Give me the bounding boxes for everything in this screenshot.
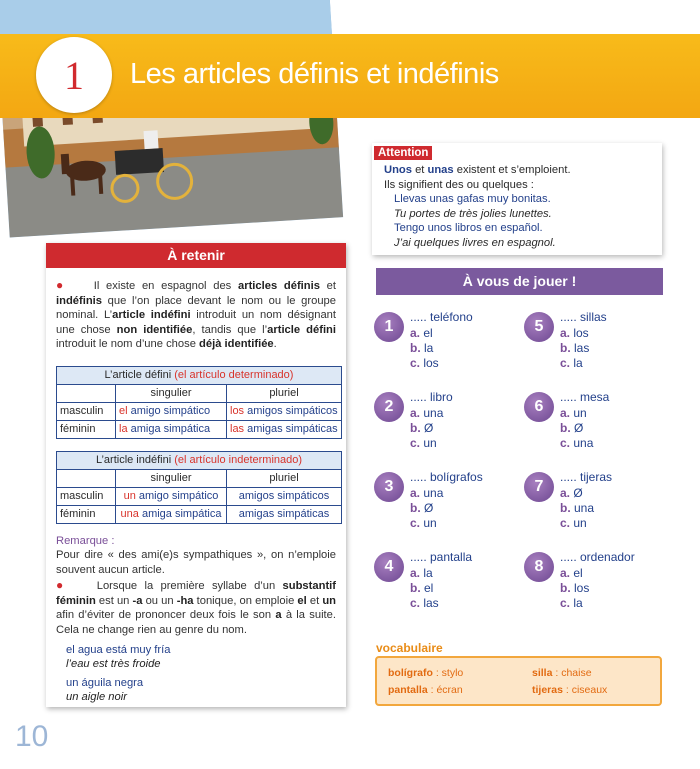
option-letter: a. bbox=[560, 326, 574, 340]
exercise-option[interactable] bbox=[560, 581, 589, 595]
option-value: un bbox=[573, 406, 587, 420]
exercise-option[interactable] bbox=[560, 566, 583, 580]
exercise-option[interactable] bbox=[410, 501, 433, 515]
example-fr: l’eau est très froide bbox=[66, 658, 161, 670]
text-run: afin d’éviter de prononcer deux fois le son bbox=[56, 609, 276, 621]
text-run: , tandis que l’ bbox=[192, 323, 268, 336]
exercise-option[interactable] bbox=[410, 406, 443, 420]
bold-term: articles définis bbox=[238, 280, 320, 292]
exercise-item bbox=[524, 312, 664, 376]
exercise-item bbox=[374, 312, 514, 376]
attention-example-es: Llevas unas gafas muy bonitas. bbox=[394, 193, 551, 205]
remarque-text: Pour dire « des ami(e)s sympathiques », on n’emploie souvent aucun article. bbox=[56, 549, 336, 576]
exercise-option[interactable] bbox=[560, 501, 594, 515]
option-value: Ø bbox=[424, 421, 434, 435]
attention-example-es: Tengo unos libros en español. bbox=[394, 222, 543, 234]
exercise-item bbox=[524, 552, 664, 616]
exercise-number: 1 bbox=[374, 312, 404, 342]
exercise-option[interactable] bbox=[410, 436, 437, 450]
exercise-option[interactable] bbox=[410, 356, 439, 370]
option-value: la bbox=[423, 566, 433, 580]
option-letter: b. bbox=[410, 421, 424, 435]
option-letter: c. bbox=[410, 596, 424, 610]
exercise-item bbox=[374, 552, 514, 616]
option-value: una bbox=[574, 501, 595, 515]
attention-example-fr: Tu portes de très jolies lunettes. bbox=[394, 207, 552, 220]
text-run: et bbox=[319, 280, 336, 292]
option-value: una bbox=[423, 486, 444, 500]
bold-term: article indéfini bbox=[112, 309, 191, 321]
option-value: la bbox=[424, 341, 434, 355]
exercise-number: 2 bbox=[374, 392, 404, 422]
exercise-number: 7 bbox=[524, 472, 554, 502]
vocab-item: bolígrafo : stylo bbox=[388, 667, 464, 679]
attention-line-1: Unos et unas existent et s’emploient. bbox=[384, 164, 571, 176]
attention-box bbox=[372, 143, 662, 255]
bold-term: a bbox=[275, 609, 282, 621]
exercise-item bbox=[524, 392, 664, 456]
option-value: el bbox=[423, 326, 433, 340]
option-value: los bbox=[423, 356, 439, 370]
bold-term: déjà identifiée bbox=[199, 338, 274, 350]
example-es: un águila negra bbox=[66, 677, 144, 689]
vocab-item: pantalla : écran bbox=[388, 684, 463, 696]
option-letter: a. bbox=[410, 326, 424, 340]
attention-example-fr: J’ai quelques livres en espagnol. bbox=[394, 236, 556, 249]
attention-label: Attention bbox=[374, 146, 432, 160]
option-letter: a. bbox=[410, 486, 424, 500]
exercise-option[interactable] bbox=[560, 486, 583, 500]
option-letter: a. bbox=[410, 566, 424, 580]
exercise-word: ..... tijeras bbox=[560, 470, 613, 484]
exercise-number: 5 bbox=[524, 312, 554, 342]
table-defini bbox=[56, 366, 346, 439]
exercise-item bbox=[524, 472, 664, 536]
exercise-word: ..... ordenador bbox=[560, 550, 635, 564]
exercise-option[interactable] bbox=[560, 406, 587, 420]
option-value: la bbox=[573, 356, 583, 370]
text-run: et bbox=[306, 594, 323, 607]
text-run: Il existe en espagnol des bbox=[93, 280, 238, 292]
table-row: masculin el amigo simpático los amigos simpáticos bbox=[57, 402, 342, 420]
bold-term: el bbox=[297, 594, 307, 607]
exercise-option[interactable] bbox=[560, 341, 589, 355]
exercise-option[interactable] bbox=[410, 581, 433, 595]
bold-term: un bbox=[322, 594, 337, 607]
text-run: à la suite. Cela ne change rien au genre du nom. bbox=[56, 609, 336, 636]
attention-line-2: Ils signifient des ou quelques : bbox=[384, 178, 534, 191]
text-run: ou un bbox=[142, 594, 177, 607]
rule-paragraph bbox=[56, 578, 336, 637]
retenir-intro-text bbox=[56, 280, 336, 350]
table-row: masculin un amigo simpático amigos simpáticos bbox=[57, 487, 342, 505]
exercise-option[interactable] bbox=[560, 596, 583, 610]
exercise-option[interactable] bbox=[410, 596, 439, 610]
option-letter: b. bbox=[560, 581, 574, 595]
vocabulary-box bbox=[375, 656, 662, 706]
exercise-option[interactable] bbox=[410, 486, 443, 500]
chapter-title: Les articles définis et indéfinis bbox=[130, 58, 499, 90]
exercise-item bbox=[374, 472, 514, 536]
retenir-header: À retenir bbox=[46, 243, 346, 268]
exercise-item bbox=[374, 392, 514, 456]
option-letter: b. bbox=[410, 581, 424, 595]
remarque bbox=[56, 534, 336, 705]
option-letter: b. bbox=[410, 501, 424, 515]
option-value: una bbox=[573, 436, 594, 450]
option-value: el bbox=[424, 581, 434, 595]
text-run: est un bbox=[95, 594, 133, 607]
page-number: 10 bbox=[15, 720, 49, 753]
option-value: Ø bbox=[574, 421, 584, 435]
retenir-box bbox=[46, 243, 346, 707]
example-fr: un aigle noir bbox=[66, 691, 127, 703]
option-letter: b. bbox=[560, 501, 574, 515]
exercise-option[interactable] bbox=[560, 356, 583, 370]
table-defini-caption: L’article défini (el artículo determinado) bbox=[57, 366, 342, 384]
option-letter: a. bbox=[410, 406, 424, 420]
col-pluriel: pluriel bbox=[227, 384, 342, 402]
bold-term: indéfinis bbox=[56, 294, 102, 307]
exercise-number: 8 bbox=[524, 552, 554, 582]
bullet-icon: ● bbox=[56, 578, 68, 592]
examples bbox=[66, 643, 336, 704]
option-value: los bbox=[574, 581, 590, 595]
bold-term: -a bbox=[132, 594, 143, 607]
chapter-number: 1 bbox=[36, 37, 112, 113]
jouer-header: À vous de jouer ! bbox=[376, 268, 663, 295]
exercise-word: ..... teléfono bbox=[410, 310, 473, 324]
option-value: el bbox=[573, 566, 583, 580]
exercise-option[interactable] bbox=[560, 436, 593, 450]
exercise-word: ..... pantalla bbox=[410, 550, 473, 564]
exercise-word: ..... mesa bbox=[560, 390, 610, 404]
option-value: un bbox=[423, 436, 437, 450]
text-run: que l’on place devant le nom ou le groupe nominal. L’ bbox=[56, 294, 336, 321]
vocab-item: silla : chaise bbox=[532, 667, 592, 679]
exercise-option[interactable] bbox=[560, 326, 589, 340]
bullet-icon: ● bbox=[56, 278, 67, 292]
text-run: . bbox=[273, 338, 277, 350]
text-run: tonique, on emploie bbox=[193, 594, 298, 607]
text-run: introduit le nom d’une chose bbox=[56, 338, 200, 350]
retenir-intro bbox=[56, 278, 336, 352]
option-value: una bbox=[423, 406, 444, 420]
option-letter: c. bbox=[560, 596, 574, 610]
exercise-option[interactable] bbox=[410, 421, 433, 435]
remarque-title: Remarque : bbox=[56, 534, 115, 547]
option-value: un bbox=[423, 516, 437, 530]
example-es: el agua está muy fría bbox=[66, 644, 171, 656]
exercise-number: 3 bbox=[374, 472, 404, 502]
option-value: la bbox=[573, 596, 583, 610]
exercise-option[interactable] bbox=[560, 516, 587, 530]
option-value: Ø bbox=[424, 501, 434, 515]
table-row: féminin una amiga simpática amigas simpáticas bbox=[57, 505, 342, 523]
table-indefini-caption: L’article indéfini (el artículo indeterminado) bbox=[57, 451, 342, 469]
option-letter: a. bbox=[560, 486, 574, 500]
option-letter: c. bbox=[410, 436, 424, 450]
text-run: Lorsque la première syllabe d’un bbox=[96, 580, 283, 592]
vocab-item: tijeras : ciseaux bbox=[532, 684, 608, 696]
exercise-option[interactable] bbox=[560, 421, 583, 435]
exercise-word: ..... libro bbox=[410, 390, 453, 404]
table-row: féminin la amiga simpática las amigas simpáticas bbox=[57, 420, 342, 438]
exercise-option[interactable] bbox=[410, 341, 433, 355]
col-pluriel: pluriel bbox=[227, 469, 342, 487]
option-letter: b. bbox=[560, 421, 574, 435]
table-indefini bbox=[56, 451, 346, 524]
option-letter: c. bbox=[410, 356, 424, 370]
option-value: un bbox=[573, 516, 587, 530]
vocabulary-header: vocabulaire bbox=[376, 641, 443, 655]
option-value: los bbox=[573, 326, 589, 340]
exercise-number: 4 bbox=[374, 552, 404, 582]
bold-term: -ha bbox=[176, 594, 194, 607]
exercise-number: 6 bbox=[524, 392, 554, 422]
option-letter: c. bbox=[560, 516, 574, 530]
option-letter: c. bbox=[560, 356, 574, 370]
col-singulier: singulier bbox=[116, 384, 227, 402]
rule-text bbox=[56, 580, 336, 636]
option-letter: a. bbox=[560, 406, 574, 420]
option-letter: c. bbox=[560, 436, 574, 450]
bold-term: article défini bbox=[267, 323, 336, 336]
exercise-option[interactable] bbox=[410, 516, 437, 530]
exercise-option[interactable] bbox=[410, 326, 433, 340]
option-value: las bbox=[423, 596, 439, 610]
option-letter: c. bbox=[410, 516, 424, 530]
bold-term: substantif féminin bbox=[56, 580, 336, 607]
exercise-word: ..... sillas bbox=[560, 310, 607, 324]
text-run: introduit un nom désignant une chose bbox=[56, 309, 337, 336]
exercise-option[interactable] bbox=[410, 566, 433, 580]
option-letter: a. bbox=[560, 566, 574, 580]
option-letter: b. bbox=[410, 341, 424, 355]
option-value: Ø bbox=[573, 486, 583, 500]
col-singulier: singulier bbox=[116, 469, 227, 487]
exercise-word: ..... bolígrafos bbox=[410, 470, 483, 484]
bold-term: non identifiée bbox=[116, 323, 193, 336]
option-value: las bbox=[574, 341, 590, 355]
option-letter: b. bbox=[560, 341, 574, 355]
